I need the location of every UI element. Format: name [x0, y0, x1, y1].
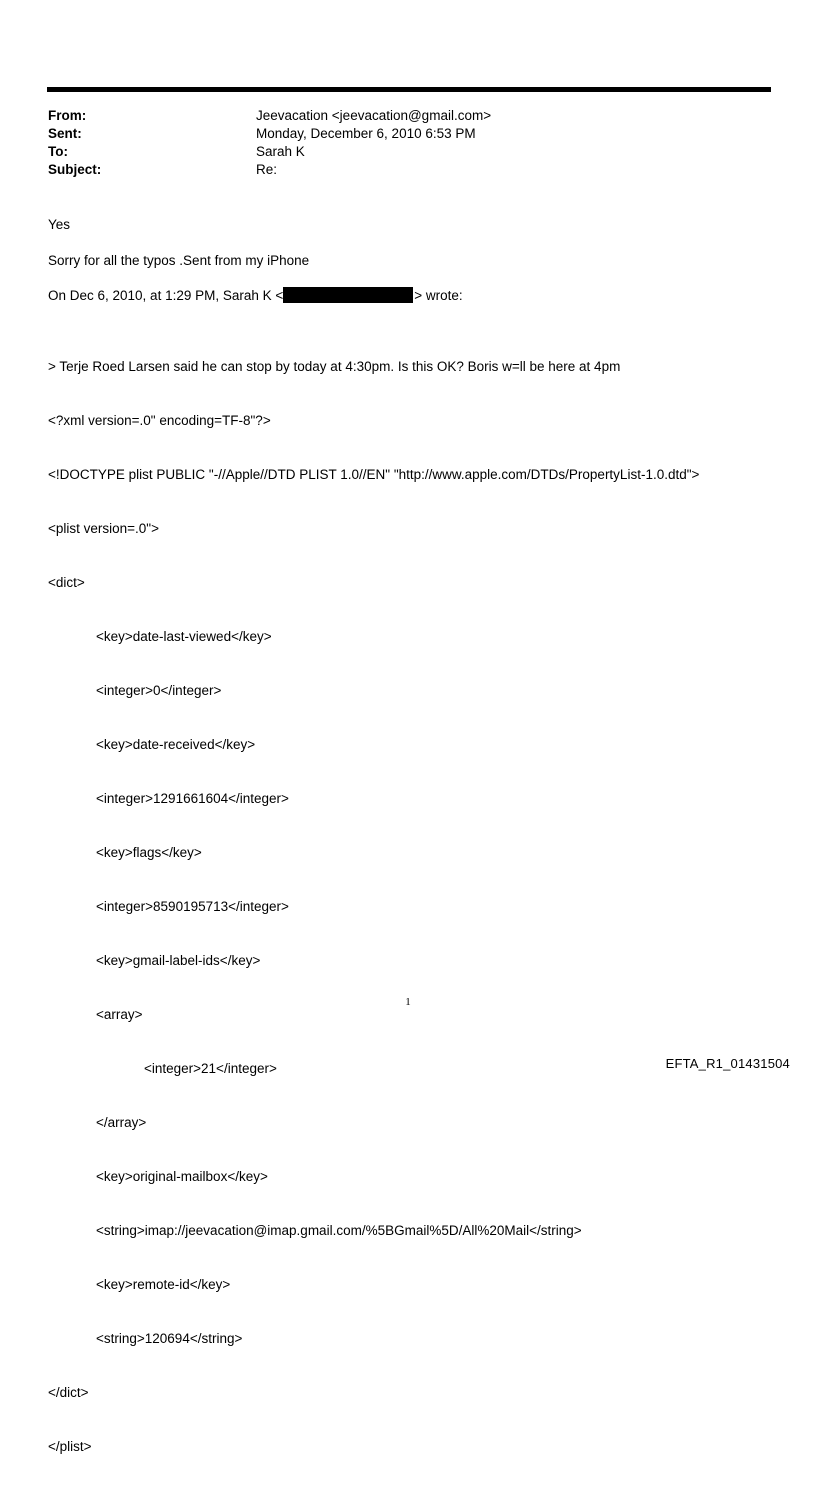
code-line: <integer>1291661604</integer>	[96, 791, 289, 806]
code-line: </dict>	[48, 1385, 89, 1400]
code-line: <string>imap://jeevacation@imap.gmail.com/%5BGmail%5D/All%20Mail</string>	[96, 1223, 582, 1238]
email-header	[48, 107, 491, 179]
sent-row	[48, 125, 491, 143]
code-line: <key>date-received</key>	[96, 737, 256, 752]
code-line: </array>	[96, 1115, 147, 1130]
code-line: <key>original-mailbox</key>	[96, 1169, 268, 1184]
quote-intro-after: > wrote:	[414, 288, 463, 303]
sent-value: Monday, December 6, 2010 6:53 PM	[256, 126, 476, 141]
from-row	[48, 107, 491, 125]
from-value: Jeevacation <jeevacation@gmail.com>	[256, 108, 492, 123]
code-line: <key>remote-id</key>	[96, 1277, 231, 1292]
to-value: Sarah K	[256, 144, 305, 159]
code-line: <key>gmail-label-ids</key>	[96, 953, 261, 968]
quoted-plist-block	[48, 322, 699, 1492]
code-line: <integer>21</integer>	[144, 1061, 277, 1076]
code-line: <dict>	[48, 575, 85, 590]
code-line: <integer>0</integer>	[96, 683, 222, 698]
code-line: <array>	[96, 1007, 143, 1022]
quote-intro	[48, 287, 463, 305]
code-line: <plist version=.0">	[48, 521, 159, 536]
from-label: From:	[48, 108, 87, 123]
page-number: 1	[405, 996, 411, 1008]
sent-label: Sent:	[48, 126, 82, 141]
to-row	[48, 143, 491, 161]
subject-value: Re:	[256, 162, 278, 177]
subject-row	[48, 161, 491, 179]
code-line: <string>120694</string>	[96, 1331, 243, 1346]
code-line: </plist>	[48, 1439, 92, 1454]
body-line-yes: Yes	[48, 217, 71, 232]
code-line: <?xml version=.0" encoding=TF-8"?>	[48, 413, 271, 428]
bates-number: EFTA_R1_01431504	[665, 1056, 790, 1071]
code-line: <key>date-last-viewed</key>	[96, 629, 272, 644]
code-line: <!DOCTYPE plist PUBLIC "-//Apple//DTD PLIST 1.0//EN" "http://www.apple.com/DTDs/PropertyList-1.0.dtd">	[48, 467, 700, 482]
code-line: <key>flags</key>	[96, 845, 202, 860]
header-divider	[47, 87, 771, 92]
quote-intro-before: On Dec 6, 2010, at 1:29 PM, Sarah K <	[48, 288, 284, 303]
code-line: > Terje Roed Larsen said he can stop by today at 4:30pm. Is this OK? Boris w=ll be here at 4pm	[48, 359, 621, 374]
subject-label: Subject:	[48, 162, 102, 177]
body-line-signature: Sorry for all the typos .Sent from my iPhone	[48, 253, 310, 268]
redaction-block	[283, 287, 413, 303]
to-label: To:	[48, 144, 68, 159]
code-line: <integer>8590195713</integer>	[96, 899, 289, 914]
